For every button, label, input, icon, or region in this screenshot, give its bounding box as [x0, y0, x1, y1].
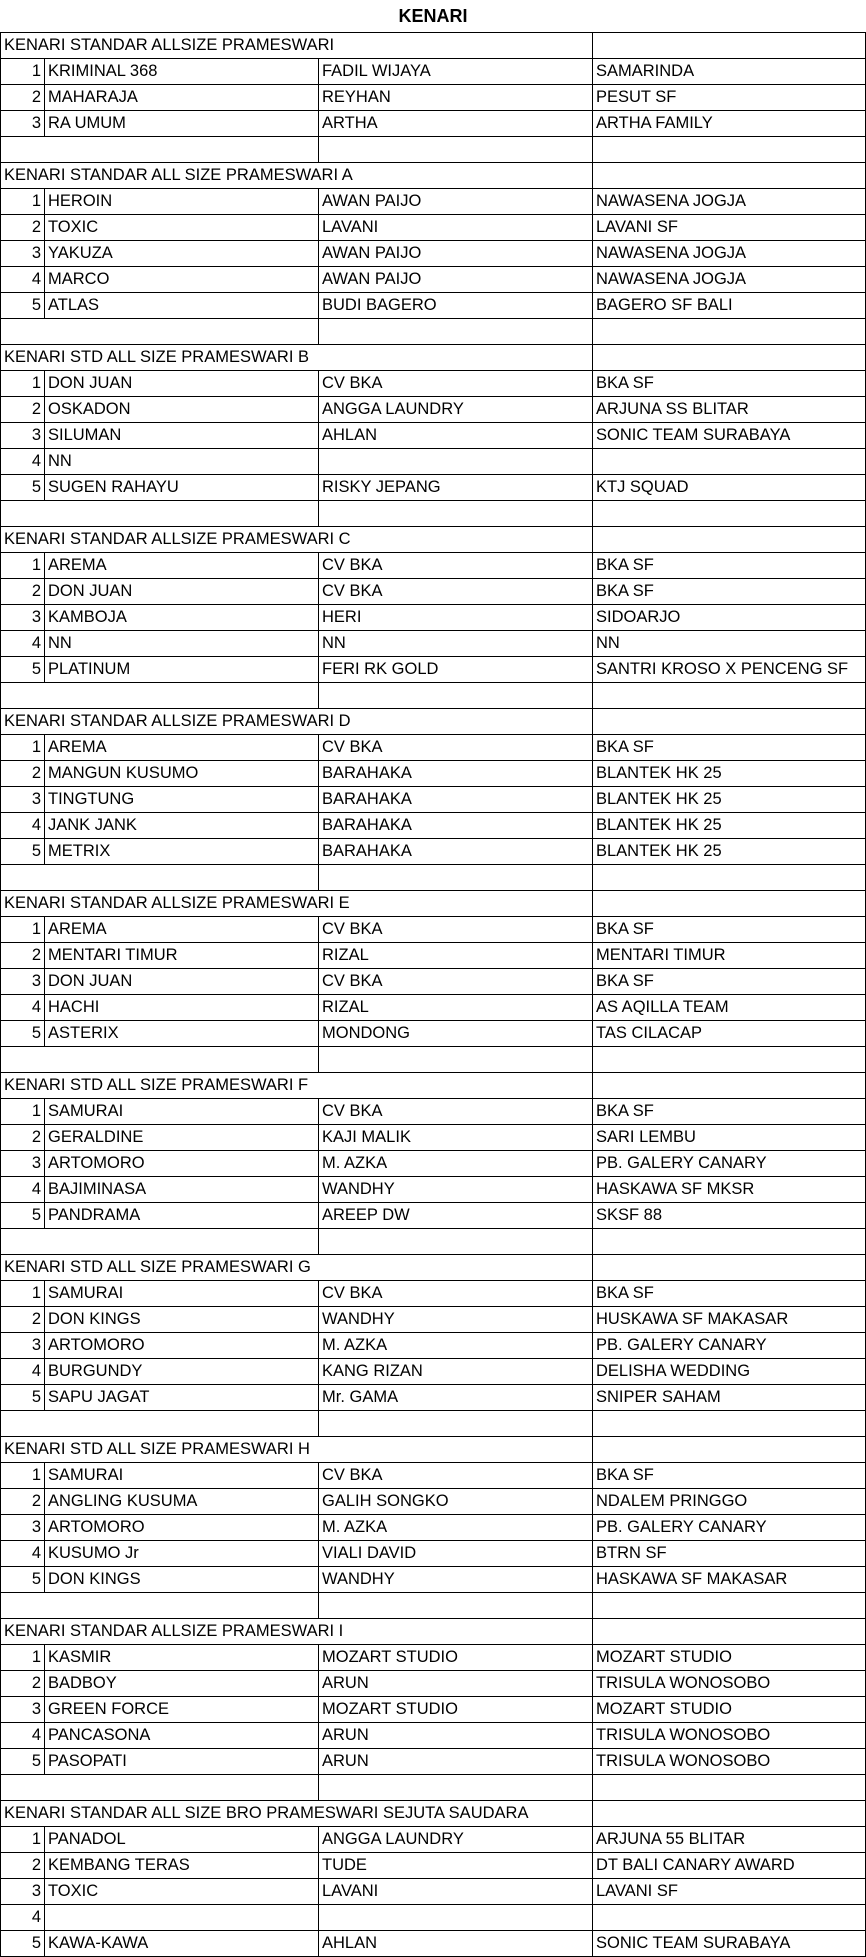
owner-cell: MOZART STUDIO	[319, 1645, 593, 1671]
team-cell: MOZART STUDIO	[593, 1645, 866, 1671]
bird-name-cell: DON KINGS	[45, 1307, 319, 1333]
class-header: KENARI STANDAR ALLSIZE PRAMESWARI I	[0, 1619, 593, 1645]
bird-name-cell: ASTERIX	[45, 1021, 319, 1047]
team-cell: ARJUNA SS BLITAR	[593, 397, 866, 423]
bird-name-cell: SAMURAI	[45, 1463, 319, 1489]
bird-name-cell: KEMBANG TERAS	[45, 1853, 319, 1879]
header-blank-cell	[593, 33, 866, 59]
spacer-cell	[0, 319, 319, 345]
spacer-cell	[0, 1229, 319, 1255]
owner-cell: KANG RIZAN	[319, 1359, 593, 1385]
owner-cell: ARUN	[319, 1749, 593, 1775]
team-cell: BKA SF	[593, 969, 866, 995]
rank-cell: 5	[0, 1021, 45, 1047]
owner-cell: CV BKA	[319, 371, 593, 397]
header-blank-cell	[593, 1255, 866, 1281]
owner-cell: Mr. GAMA	[319, 1385, 593, 1411]
owner-cell: WANDHY	[319, 1177, 593, 1203]
spacer-cell	[319, 1775, 593, 1801]
bird-name-cell: SAMURAI	[45, 1281, 319, 1307]
team-cell: MENTARI TIMUR	[593, 943, 866, 969]
rank-cell: 3	[0, 1151, 45, 1177]
rank-cell: 5	[0, 839, 45, 865]
owner-cell: REYHAN	[319, 85, 593, 111]
team-cell: PESUT SF	[593, 85, 866, 111]
team-cell: BTRN SF	[593, 1541, 866, 1567]
owner-cell: BARAHAKA	[319, 839, 593, 865]
team-cell: MOZART STUDIO	[593, 1697, 866, 1723]
bird-name-cell: KAMBOJA	[45, 605, 319, 631]
bird-name-cell: HEROIN	[45, 189, 319, 215]
header-blank-cell	[593, 345, 866, 371]
owner-cell: RIZAL	[319, 943, 593, 969]
spacer-cell	[319, 1411, 593, 1437]
owner-cell: VIALI DAVID	[319, 1541, 593, 1567]
owner-cell: CV BKA	[319, 735, 593, 761]
spacer-cell	[0, 1411, 319, 1437]
bird-name-cell: ARTOMORO	[45, 1515, 319, 1541]
bird-name-cell: PANCASONA	[45, 1723, 319, 1749]
team-cell: BKA SF	[593, 735, 866, 761]
rank-cell: 3	[0, 605, 45, 631]
rank-cell: 4	[0, 1541, 45, 1567]
team-cell: TRISULA WONOSOBO	[593, 1723, 866, 1749]
bird-name-cell: KUSUMO Jr	[45, 1541, 319, 1567]
bird-name-cell: TOXIC	[45, 215, 319, 241]
bird-name-cell: BADBOY	[45, 1671, 319, 1697]
owner-cell	[319, 1905, 593, 1931]
owner-cell: ANGGA LAUNDRY	[319, 397, 593, 423]
rank-cell: 4	[0, 631, 45, 657]
rank-cell: 2	[0, 1853, 45, 1879]
class-header: KENARI STD ALL SIZE PRAMESWARI F	[0, 1073, 593, 1099]
bird-name-cell: AREMA	[45, 735, 319, 761]
owner-cell: WANDHY	[319, 1307, 593, 1333]
rank-cell: 3	[0, 1333, 45, 1359]
owner-cell: BARAHAKA	[319, 761, 593, 787]
team-cell: SNIPER SAHAM	[593, 1385, 866, 1411]
team-cell: SKSF 88	[593, 1203, 866, 1229]
team-cell: BLANTEK HK 25	[593, 787, 866, 813]
team-cell: HASKAWA SF MAKASAR	[593, 1567, 866, 1593]
spacer-cell	[593, 1047, 866, 1073]
bird-name-cell: OSKADON	[45, 397, 319, 423]
class-header: KENARI STANDAR ALL SIZE PRAMESWARI A	[0, 163, 593, 189]
rank-cell: 2	[0, 1489, 45, 1515]
team-cell: NAWASENA JOGJA	[593, 267, 866, 293]
header-blank-cell	[593, 1437, 866, 1463]
rank-cell: 4	[0, 267, 45, 293]
spacer-cell	[319, 1047, 593, 1073]
team-cell: NAWASENA JOGJA	[593, 189, 866, 215]
bird-name-cell: DON KINGS	[45, 1567, 319, 1593]
bird-name-cell: SILUMAN	[45, 423, 319, 449]
rank-cell: 1	[0, 1281, 45, 1307]
team-cell: HASKAWA SF MKSR	[593, 1177, 866, 1203]
spacer-cell	[593, 1411, 866, 1437]
owner-cell: CV BKA	[319, 553, 593, 579]
rank-cell: 2	[0, 397, 45, 423]
owner-cell: M. AZKA	[319, 1515, 593, 1541]
class-header: KENARI STANDAR ALLSIZE PRAMESWARI	[0, 33, 593, 59]
header-blank-cell	[593, 1801, 866, 1827]
bird-name-cell: ATLAS	[45, 293, 319, 319]
class-header: KENARI STANDAR ALLSIZE PRAMESWARI E	[0, 891, 593, 917]
rank-cell: 1	[0, 1463, 45, 1489]
bird-name-cell: DON JUAN	[45, 969, 319, 995]
rank-cell: 3	[0, 1515, 45, 1541]
rank-cell: 4	[0, 813, 45, 839]
bird-name-cell: NN	[45, 449, 319, 475]
team-cell: NAWASENA JOGJA	[593, 241, 866, 267]
team-cell: DT BALI CANARY AWARD	[593, 1853, 866, 1879]
rank-cell: 1	[0, 1827, 45, 1853]
rank-cell: 4	[0, 1905, 45, 1931]
header-blank-cell	[593, 891, 866, 917]
bird-name-cell: HACHI	[45, 995, 319, 1021]
owner-cell: ANGGA LAUNDRY	[319, 1827, 593, 1853]
spacer-cell	[0, 137, 319, 163]
team-cell: DELISHA WEDDING	[593, 1359, 866, 1385]
spacer-cell	[0, 1593, 319, 1619]
rank-cell: 4	[0, 1723, 45, 1749]
rank-cell: 4	[0, 1177, 45, 1203]
team-cell: LAVANI SF	[593, 215, 866, 241]
header-blank-cell	[593, 1073, 866, 1099]
owner-cell: AWAN PAIJO	[319, 189, 593, 215]
rank-cell: 4	[0, 1359, 45, 1385]
owner-cell: AWAN PAIJO	[319, 241, 593, 267]
rank-cell: 2	[0, 579, 45, 605]
team-cell	[593, 1905, 866, 1931]
rank-cell: 5	[0, 1567, 45, 1593]
owner-cell: M. AZKA	[319, 1333, 593, 1359]
owner-cell: AWAN PAIJO	[319, 267, 593, 293]
owner-cell: WANDHY	[319, 1567, 593, 1593]
team-cell: LAVANI SF	[593, 1879, 866, 1905]
rank-cell: 2	[0, 761, 45, 787]
team-cell: HUSKAWA SF MAKASAR	[593, 1307, 866, 1333]
header-blank-cell	[593, 527, 866, 553]
rank-cell: 1	[0, 189, 45, 215]
bird-name-cell: AREMA	[45, 917, 319, 943]
owner-cell: AHLAN	[319, 1931, 593, 1957]
owner-cell: GALIH SONGKO	[319, 1489, 593, 1515]
team-cell: SONIC TEAM SURABAYA	[593, 1931, 866, 1957]
rank-cell: 3	[0, 423, 45, 449]
page-title: KENARI	[0, 0, 866, 33]
rank-cell: 1	[0, 735, 45, 761]
spacer-cell	[319, 865, 593, 891]
bird-name-cell: PANADOL	[45, 1827, 319, 1853]
spacer-cell	[593, 683, 866, 709]
spacer-cell	[319, 1593, 593, 1619]
owner-cell: ARUN	[319, 1723, 593, 1749]
owner-cell: LAVANI	[319, 215, 593, 241]
spacer-cell	[319, 319, 593, 345]
spacer-cell	[0, 501, 319, 527]
bird-name-cell: METRIX	[45, 839, 319, 865]
team-cell: PB. GALERY CANARY	[593, 1515, 866, 1541]
spacer-cell	[593, 319, 866, 345]
class-header: KENARI STD ALL SIZE PRAMESWARI H	[0, 1437, 593, 1463]
bird-name-cell: JANK JANK	[45, 813, 319, 839]
team-cell: SARI LEMBU	[593, 1125, 866, 1151]
owner-cell: CV BKA	[319, 1281, 593, 1307]
bird-name-cell: DON JUAN	[45, 579, 319, 605]
bird-name-cell: KRIMINAL 368	[45, 59, 319, 85]
rank-cell: 1	[0, 1099, 45, 1125]
spacer-cell	[319, 137, 593, 163]
header-blank-cell	[593, 163, 866, 189]
owner-cell: CV BKA	[319, 969, 593, 995]
spacer-cell	[593, 501, 866, 527]
rank-cell: 2	[0, 215, 45, 241]
bird-name-cell: BAJIMINASA	[45, 1177, 319, 1203]
rank-cell: 3	[0, 111, 45, 137]
bird-name-cell: SAMURAI	[45, 1099, 319, 1125]
team-cell: TAS CILACAP	[593, 1021, 866, 1047]
bird-name-cell: AREMA	[45, 553, 319, 579]
owner-cell: FERI RK GOLD	[319, 657, 593, 683]
bird-name-cell: ARTOMORO	[45, 1151, 319, 1177]
rank-cell: 2	[0, 85, 45, 111]
bird-name-cell: MANGUN KUSUMO	[45, 761, 319, 787]
rank-cell: 4	[0, 449, 45, 475]
team-cell: SAMARINDA	[593, 59, 866, 85]
bird-name-cell: RA UMUM	[45, 111, 319, 137]
rank-cell: 3	[0, 1697, 45, 1723]
owner-cell: ARUN	[319, 1671, 593, 1697]
team-cell: KTJ SQUAD	[593, 475, 866, 501]
team-cell: ARTHA FAMILY	[593, 111, 866, 137]
header-blank-cell	[593, 709, 866, 735]
bird-name-cell: TOXIC	[45, 1879, 319, 1905]
spacer-cell	[593, 137, 866, 163]
spacer-cell	[0, 683, 319, 709]
team-cell: AS AQILLA TEAM	[593, 995, 866, 1021]
owner-cell: HERI	[319, 605, 593, 631]
bird-name-cell: KAWA-KAWA	[45, 1931, 319, 1957]
spacer-cell	[319, 1229, 593, 1255]
bird-name-cell: PLATINUM	[45, 657, 319, 683]
spacer-cell	[593, 1229, 866, 1255]
owner-cell: CV BKA	[319, 579, 593, 605]
bird-name-cell: GERALDINE	[45, 1125, 319, 1151]
team-cell: BAGERO SF BALI	[593, 293, 866, 319]
owner-cell: RIZAL	[319, 995, 593, 1021]
rank-cell: 1	[0, 553, 45, 579]
team-cell: SIDOARJO	[593, 605, 866, 631]
bird-name-cell: PASOPATI	[45, 1749, 319, 1775]
bird-name-cell: ARTOMORO	[45, 1333, 319, 1359]
rank-cell: 1	[0, 1645, 45, 1671]
rank-cell: 5	[0, 1931, 45, 1957]
rank-cell: 3	[0, 1879, 45, 1905]
rank-cell: 2	[0, 1125, 45, 1151]
rank-cell: 5	[0, 1749, 45, 1775]
owner-cell: CV BKA	[319, 1463, 593, 1489]
team-cell: NN	[593, 631, 866, 657]
bird-name-cell: NN	[45, 631, 319, 657]
owner-cell: M. AZKA	[319, 1151, 593, 1177]
team-cell: BKA SF	[593, 1099, 866, 1125]
owner-cell: FADIL WIJAYA	[319, 59, 593, 85]
owner-cell: AHLAN	[319, 423, 593, 449]
rank-cell: 2	[0, 1671, 45, 1697]
owner-cell: BARAHAKA	[319, 813, 593, 839]
team-cell: BKA SF	[593, 1281, 866, 1307]
rank-cell: 3	[0, 969, 45, 995]
spacer-cell	[319, 683, 593, 709]
owner-cell: RISKY JEPANG	[319, 475, 593, 501]
rank-cell: 3	[0, 241, 45, 267]
bird-name-cell: DON JUAN	[45, 371, 319, 397]
team-cell: TRISULA WONOSOBO	[593, 1671, 866, 1697]
bird-name-cell: BURGUNDY	[45, 1359, 319, 1385]
rank-cell: 3	[0, 787, 45, 813]
owner-cell: BARAHAKA	[319, 787, 593, 813]
team-cell: TRISULA WONOSOBO	[593, 1749, 866, 1775]
team-cell: PB. GALERY CANARY	[593, 1151, 866, 1177]
owner-cell: LAVANI	[319, 1879, 593, 1905]
owner-cell: MOZART STUDIO	[319, 1697, 593, 1723]
spacer-cell	[0, 865, 319, 891]
team-cell: BKA SF	[593, 1463, 866, 1489]
owner-cell: MONDONG	[319, 1021, 593, 1047]
team-cell: PB. GALERY CANARY	[593, 1333, 866, 1359]
rank-cell: 5	[0, 475, 45, 501]
team-cell: BKA SF	[593, 553, 866, 579]
header-blank-cell	[593, 1619, 866, 1645]
bird-name-cell: TINGTUNG	[45, 787, 319, 813]
class-header: KENARI STANDAR ALLSIZE PRAMESWARI D	[0, 709, 593, 735]
bird-name-cell: KASMIR	[45, 1645, 319, 1671]
results-table	[0, 33, 866, 1957]
team-cell: SANTRI KROSO X PENCENG SF	[593, 657, 866, 683]
bird-name-cell: ANGLING KUSUMA	[45, 1489, 319, 1515]
owner-cell: CV BKA	[319, 1099, 593, 1125]
class-header: KENARI STANDAR ALL SIZE BRO PRAMESWARI SEJUTA SAUDARA	[0, 1801, 593, 1827]
owner-cell	[319, 449, 593, 475]
owner-cell: KAJI MALIK	[319, 1125, 593, 1151]
team-cell: BLANTEK HK 25	[593, 813, 866, 839]
rank-cell: 2	[0, 1307, 45, 1333]
class-header: KENARI STD ALL SIZE PRAMESWARI B	[0, 345, 593, 371]
rank-cell: 5	[0, 1385, 45, 1411]
team-cell: BKA SF	[593, 579, 866, 605]
bird-name-cell: MARCO	[45, 267, 319, 293]
spacer-cell	[0, 1047, 319, 1073]
class-header: KENARI STD ALL SIZE PRAMESWARI G	[0, 1255, 593, 1281]
rank-cell: 1	[0, 917, 45, 943]
class-header: KENARI STANDAR ALLSIZE PRAMESWARI C	[0, 527, 593, 553]
team-cell: BKA SF	[593, 371, 866, 397]
bird-name-cell: PANDRAMA	[45, 1203, 319, 1229]
bird-name-cell: MENTARI TIMUR	[45, 943, 319, 969]
rank-cell: 2	[0, 943, 45, 969]
owner-cell: BUDI BAGERO	[319, 293, 593, 319]
rank-cell: 5	[0, 1203, 45, 1229]
rank-cell: 4	[0, 995, 45, 1021]
owner-cell: AREEP DW	[319, 1203, 593, 1229]
owner-cell: NN	[319, 631, 593, 657]
bird-name-cell: YAKUZA	[45, 241, 319, 267]
bird-name-cell: GREEN FORCE	[45, 1697, 319, 1723]
spacer-cell	[593, 1775, 866, 1801]
team-cell: NDALEM PRINGGO	[593, 1489, 866, 1515]
team-cell	[593, 449, 866, 475]
team-cell: SONIC TEAM SURABAYA	[593, 423, 866, 449]
spacer-cell	[319, 501, 593, 527]
rank-cell: 1	[0, 59, 45, 85]
team-cell: BLANTEK HK 25	[593, 761, 866, 787]
team-cell: ARJUNA 55 BLITAR	[593, 1827, 866, 1853]
owner-cell: CV BKA	[319, 917, 593, 943]
bird-name-cell	[45, 1905, 319, 1931]
owner-cell: TUDE	[319, 1853, 593, 1879]
team-cell: BLANTEK HK 25	[593, 839, 866, 865]
bird-name-cell: MAHARAJA	[45, 85, 319, 111]
rank-cell: 5	[0, 657, 45, 683]
rank-cell: 5	[0, 293, 45, 319]
bird-name-cell: SAPU JAGAT	[45, 1385, 319, 1411]
owner-cell: ARTHA	[319, 111, 593, 137]
rank-cell: 1	[0, 371, 45, 397]
spacer-cell	[0, 1775, 319, 1801]
spacer-cell	[593, 1593, 866, 1619]
spacer-cell	[593, 865, 866, 891]
team-cell: BKA SF	[593, 917, 866, 943]
bird-name-cell: SUGEN RAHAYU	[45, 475, 319, 501]
